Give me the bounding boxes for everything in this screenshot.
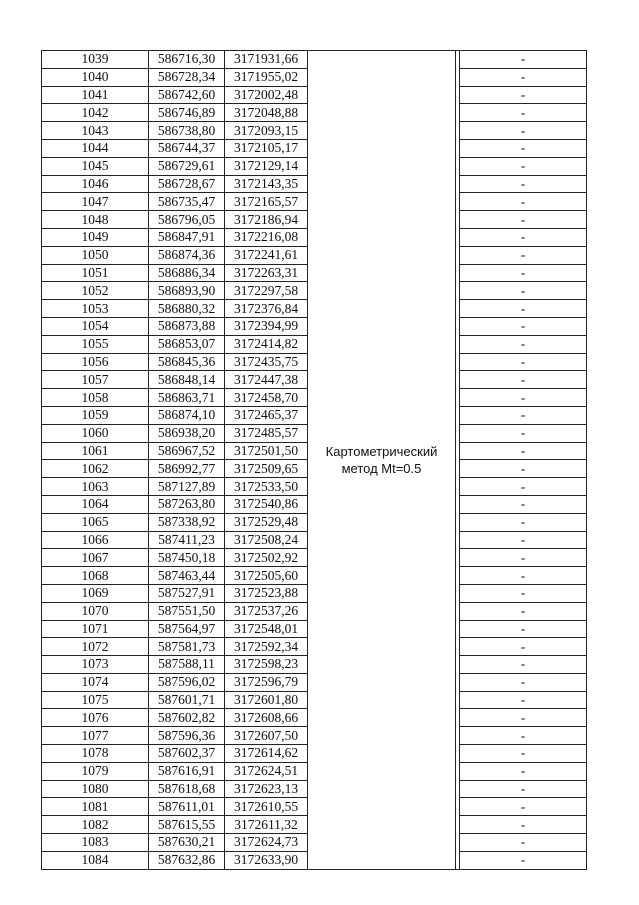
- dash-cell: -: [460, 549, 587, 567]
- y-coordinate-cell: 3172129,14: [225, 157, 308, 175]
- dash-cell: -: [460, 567, 587, 585]
- x-coordinate-cell: 586874,36: [149, 246, 225, 264]
- dash-cell: -: [460, 513, 587, 531]
- y-coordinate-cell: 3172611,32: [225, 816, 308, 834]
- x-coordinate-cell: 586874,10: [149, 406, 225, 424]
- y-coordinate-cell: 3172601,80: [225, 691, 308, 709]
- x-coordinate-cell: 587616,91: [149, 762, 225, 780]
- point-number-cell: 1046: [42, 175, 149, 193]
- y-coordinate-cell: 3172529,48: [225, 513, 308, 531]
- dash-cell: -: [460, 638, 587, 656]
- x-coordinate-cell: 587596,02: [149, 673, 225, 691]
- dash-cell: -: [460, 264, 587, 282]
- dash-cell: -: [460, 335, 587, 353]
- dash-cell: -: [460, 51, 587, 69]
- x-coordinate-cell: 586728,34: [149, 68, 225, 86]
- point-number-cell: 1052: [42, 282, 149, 300]
- dash-cell: -: [460, 228, 587, 246]
- x-coordinate-cell: 587263,80: [149, 495, 225, 513]
- point-number-cell: 1060: [42, 424, 149, 442]
- point-number-cell: 1078: [42, 745, 149, 763]
- dash-cell: -: [460, 406, 587, 424]
- dash-cell: -: [460, 442, 587, 460]
- y-coordinate-cell: 3172633,90: [225, 851, 308, 869]
- x-coordinate-cell: 586729,61: [149, 157, 225, 175]
- point-number-cell: 1044: [42, 139, 149, 157]
- x-coordinate-cell: 587564,97: [149, 620, 225, 638]
- point-number-cell: 1076: [42, 709, 149, 727]
- coordinates-table-body: [42, 51, 587, 870]
- y-coordinate-cell: 3172610,55: [225, 798, 308, 816]
- x-coordinate-cell: 587602,37: [149, 745, 225, 763]
- y-coordinate-cell: 3172537,26: [225, 602, 308, 620]
- x-coordinate-cell: 587450,18: [149, 549, 225, 567]
- point-number-cell: 1042: [42, 104, 149, 122]
- x-coordinate-cell: 587338,92: [149, 513, 225, 531]
- x-coordinate-cell: 587601,71: [149, 691, 225, 709]
- x-coordinate-cell: 586863,71: [149, 389, 225, 407]
- y-coordinate-cell: 3172540,86: [225, 495, 308, 513]
- y-coordinate-cell: 3172435,75: [225, 353, 308, 371]
- dash-cell: -: [460, 211, 587, 229]
- y-coordinate-cell: 3172502,92: [225, 549, 308, 567]
- y-coordinate-cell: 3172394,99: [225, 317, 308, 335]
- dash-cell: -: [460, 353, 587, 371]
- x-coordinate-cell: 587463,44: [149, 567, 225, 585]
- y-coordinate-cell: 3172533,50: [225, 478, 308, 496]
- x-coordinate-cell: 586742,60: [149, 86, 225, 104]
- point-number-cell: 1072: [42, 638, 149, 656]
- dash-cell: -: [460, 727, 587, 745]
- point-number-cell: 1067: [42, 549, 149, 567]
- y-coordinate-cell: 3172263,31: [225, 264, 308, 282]
- dash-cell: -: [460, 104, 587, 122]
- y-coordinate-cell: 3172607,50: [225, 727, 308, 745]
- y-coordinate-cell: 3172548,01: [225, 620, 308, 638]
- x-coordinate-cell: 587411,23: [149, 531, 225, 549]
- y-coordinate-cell: 3172623,13: [225, 780, 308, 798]
- x-coordinate-cell: 587588,11: [149, 656, 225, 674]
- point-number-cell: 1070: [42, 602, 149, 620]
- dash-cell: -: [460, 834, 587, 852]
- dash-cell: -: [460, 282, 587, 300]
- dash-cell: -: [460, 816, 587, 834]
- dash-cell: -: [460, 691, 587, 709]
- dash-cell: -: [460, 371, 587, 389]
- point-number-cell: 1045: [42, 157, 149, 175]
- x-coordinate-cell: 587602,82: [149, 709, 225, 727]
- y-coordinate-cell: 3172508,24: [225, 531, 308, 549]
- x-coordinate-cell: 586886,34: [149, 264, 225, 282]
- dash-cell: -: [460, 780, 587, 798]
- point-number-cell: 1053: [42, 300, 149, 318]
- x-coordinate-cell: 586893,90: [149, 282, 225, 300]
- dash-cell: -: [460, 656, 587, 674]
- y-coordinate-cell: 3171955,02: [225, 68, 308, 86]
- dash-cell: -: [460, 460, 587, 478]
- y-coordinate-cell: 3172376,84: [225, 300, 308, 318]
- x-coordinate-cell: 586744,37: [149, 139, 225, 157]
- dash-cell: -: [460, 86, 587, 104]
- x-coordinate-cell: 586847,91: [149, 228, 225, 246]
- method-label-line1: Картометрический: [325, 443, 438, 459]
- dash-cell: -: [460, 620, 587, 638]
- dash-cell: -: [460, 68, 587, 86]
- y-coordinate-cell: 3172624,73: [225, 834, 308, 852]
- point-number-cell: 1069: [42, 584, 149, 602]
- point-number-cell: 1050: [42, 246, 149, 264]
- point-number-cell: 1054: [42, 317, 149, 335]
- point-number-cell: 1040: [42, 68, 149, 86]
- point-number-cell: 1058: [42, 389, 149, 407]
- point-number-cell: 1084: [42, 851, 149, 869]
- dash-cell: -: [460, 246, 587, 264]
- point-number-cell: 1062: [42, 460, 149, 478]
- dash-cell: -: [460, 495, 587, 513]
- x-coordinate-cell: 587596,36: [149, 727, 225, 745]
- y-coordinate-cell: 3172592,34: [225, 638, 308, 656]
- point-number-cell: 1059: [42, 406, 149, 424]
- y-coordinate-cell: 3172505,60: [225, 567, 308, 585]
- dash-cell: -: [460, 478, 587, 496]
- dash-cell: -: [460, 389, 587, 407]
- y-coordinate-cell: 3172458,70: [225, 389, 308, 407]
- y-coordinate-cell: 3172414,82: [225, 335, 308, 353]
- y-coordinate-cell: 3172447,38: [225, 371, 308, 389]
- point-number-cell: 1071: [42, 620, 149, 638]
- y-coordinate-cell: 3172598,23: [225, 656, 308, 674]
- point-number-cell: 1048: [42, 211, 149, 229]
- y-coordinate-cell: 3172186,94: [225, 211, 308, 229]
- x-coordinate-cell: 586992,77: [149, 460, 225, 478]
- x-coordinate-cell: 586728,67: [149, 175, 225, 193]
- dash-cell: -: [460, 300, 587, 318]
- point-number-cell: 1079: [42, 762, 149, 780]
- point-number-cell: 1055: [42, 335, 149, 353]
- x-coordinate-cell: 586796,05: [149, 211, 225, 229]
- point-number-cell: 1039: [42, 51, 149, 69]
- dash-cell: -: [460, 762, 587, 780]
- point-number-cell: 1049: [42, 228, 149, 246]
- point-number-cell: 1065: [42, 513, 149, 531]
- y-coordinate-cell: 3172485,57: [225, 424, 308, 442]
- point-number-cell: 1056: [42, 353, 149, 371]
- y-coordinate-cell: 3172165,57: [225, 193, 308, 211]
- dash-cell: -: [460, 745, 587, 763]
- x-coordinate-cell: 587630,21: [149, 834, 225, 852]
- dash-cell: -: [460, 602, 587, 620]
- y-coordinate-cell: 3172241,61: [225, 246, 308, 264]
- y-coordinate-cell: 3172523,88: [225, 584, 308, 602]
- x-coordinate-cell: 587615,55: [149, 816, 225, 834]
- x-coordinate-cell: 587551,50: [149, 602, 225, 620]
- point-number-cell: 1068: [42, 567, 149, 585]
- x-coordinate-cell: 586873,88: [149, 317, 225, 335]
- y-coordinate-cell: 3172465,37: [225, 406, 308, 424]
- x-coordinate-cell: 587581,73: [149, 638, 225, 656]
- x-coordinate-cell: 586738,80: [149, 122, 225, 140]
- y-coordinate-cell: 3172608,66: [225, 709, 308, 727]
- point-number-cell: 1077: [42, 727, 149, 745]
- x-coordinate-cell: 587611,01: [149, 798, 225, 816]
- dash-cell: -: [460, 424, 587, 442]
- point-number-cell: 1051: [42, 264, 149, 282]
- x-coordinate-cell: 586967,52: [149, 442, 225, 460]
- dash-cell: -: [460, 157, 587, 175]
- x-coordinate-cell: 587527,91: [149, 584, 225, 602]
- point-number-cell: 1041: [42, 86, 149, 104]
- point-number-cell: 1063: [42, 478, 149, 496]
- x-coordinate-cell: 586845,36: [149, 353, 225, 371]
- dash-cell: -: [460, 709, 587, 727]
- table-row: [42, 51, 587, 69]
- point-number-cell: 1074: [42, 673, 149, 691]
- dash-cell: -: [460, 584, 587, 602]
- dash-cell: -: [460, 193, 587, 211]
- coordinates-table: [41, 50, 587, 870]
- x-coordinate-cell: 587618,68: [149, 780, 225, 798]
- dash-cell: -: [460, 122, 587, 140]
- y-coordinate-cell: 3172048,88: [225, 104, 308, 122]
- dash-cell: -: [460, 851, 587, 869]
- y-coordinate-cell: 3172143,35: [225, 175, 308, 193]
- point-number-cell: 1075: [42, 691, 149, 709]
- y-coordinate-cell: 3172596,79: [225, 673, 308, 691]
- y-coordinate-cell: 3171931,66: [225, 51, 308, 69]
- y-coordinate-cell: 3172624,51: [225, 762, 308, 780]
- x-coordinate-cell: 586746,89: [149, 104, 225, 122]
- dash-cell: -: [460, 798, 587, 816]
- x-coordinate-cell: 586938,20: [149, 424, 225, 442]
- dash-cell: -: [460, 673, 587, 691]
- point-number-cell: 1083: [42, 834, 149, 852]
- y-coordinate-cell: 3172093,15: [225, 122, 308, 140]
- y-coordinate-cell: 3172216,08: [225, 228, 308, 246]
- x-coordinate-cell: 586853,07: [149, 335, 225, 353]
- point-number-cell: 1080: [42, 780, 149, 798]
- x-coordinate-cell: 586880,32: [149, 300, 225, 318]
- y-coordinate-cell: 3172105,17: [225, 139, 308, 157]
- method-cell: [308, 51, 456, 870]
- y-coordinate-cell: 3172614,62: [225, 745, 308, 763]
- point-number-cell: 1064: [42, 495, 149, 513]
- x-coordinate-cell: 586735,47: [149, 193, 225, 211]
- x-coordinate-cell: 586848,14: [149, 371, 225, 389]
- method-label-line2: метод Mt=0.5: [341, 460, 422, 476]
- dash-cell: -: [460, 139, 587, 157]
- x-coordinate-cell: 586716,30: [149, 51, 225, 69]
- x-coordinate-cell: 587632,86: [149, 851, 225, 869]
- y-coordinate-cell: 3172002,48: [225, 86, 308, 104]
- dash-cell: -: [460, 175, 587, 193]
- y-coordinate-cell: 3172509,65: [225, 460, 308, 478]
- point-number-cell: 1082: [42, 816, 149, 834]
- dash-cell: -: [460, 531, 587, 549]
- point-number-cell: 1043: [42, 122, 149, 140]
- point-number-cell: 1057: [42, 371, 149, 389]
- y-coordinate-cell: 3172501,50: [225, 442, 308, 460]
- point-number-cell: 1061: [42, 442, 149, 460]
- point-number-cell: 1073: [42, 656, 149, 674]
- dash-cell: -: [460, 317, 587, 335]
- y-coordinate-cell: 3172297,58: [225, 282, 308, 300]
- point-number-cell: 1081: [42, 798, 149, 816]
- point-number-cell: 1066: [42, 531, 149, 549]
- point-number-cell: 1047: [42, 193, 149, 211]
- x-coordinate-cell: 587127,89: [149, 478, 225, 496]
